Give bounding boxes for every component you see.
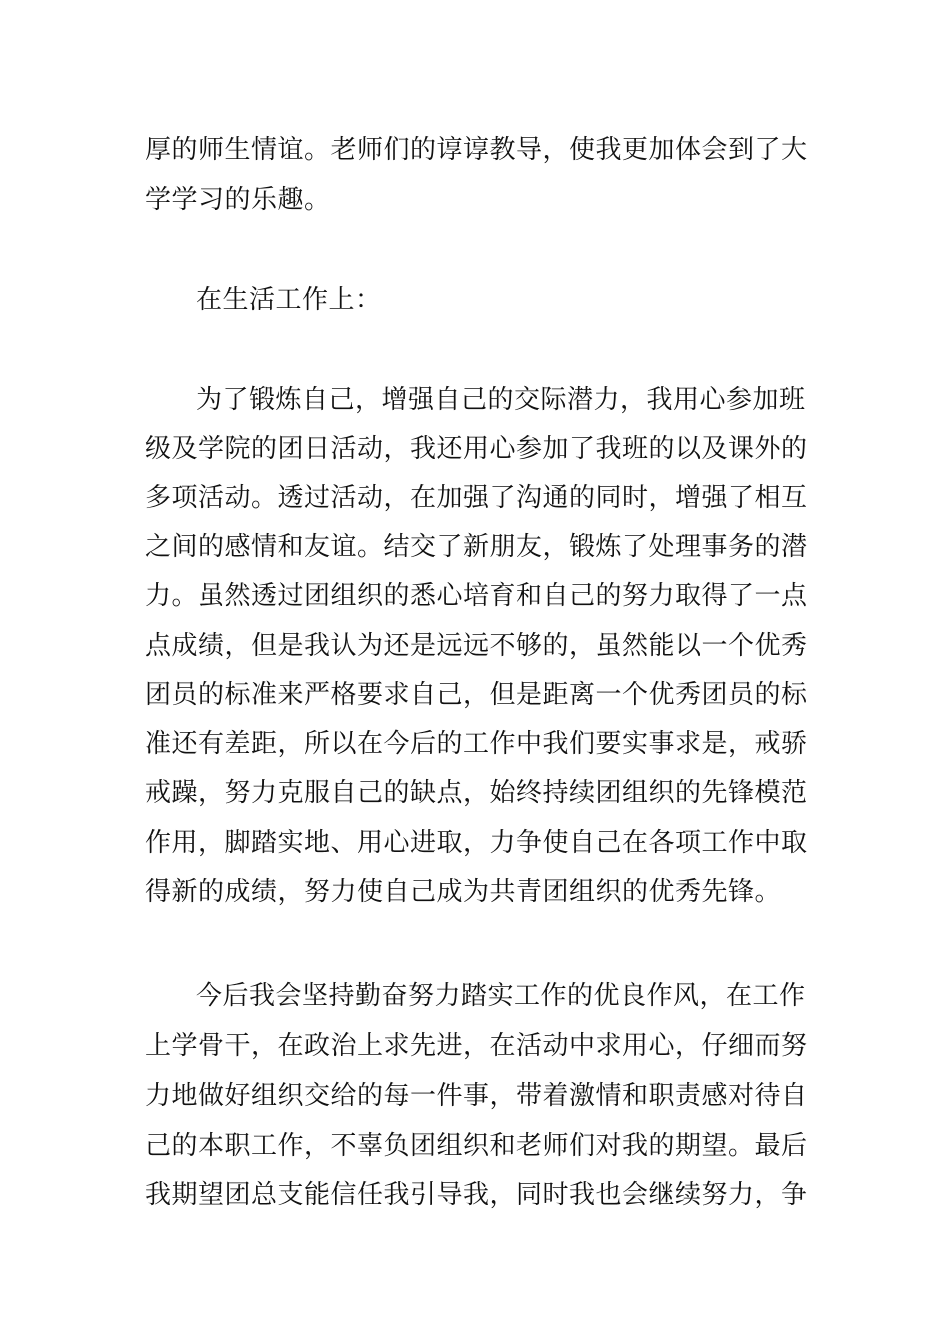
paragraph-3-line-9: 戒躁，努力克服自己的缺点，始终持续团组织的先锋模范: [145, 778, 808, 808]
paragraph-3-line-4: 之间的感情和友谊。结交了新朋友，锻炼了处理事务的潜: [145, 532, 808, 562]
paragraph-3-line-6: 点成绩，但是我认为还是远远不够的，虽然能以一个优秀: [145, 631, 808, 661]
paragraph-3-line-10: 作用，脚踏实地、用心进取，力争使自己在各项工作中取: [145, 828, 808, 858]
paragraph-3-line-1: 为了锻炼自己，增强自己的交际潜力，我用心参加班: [196, 385, 806, 415]
paragraph-1-line-2: 学学习的乐趣。: [145, 185, 331, 215]
paragraph-4-line-2: 上学骨干，在政治上求先进，在活动中求用心，仔细而努: [145, 1031, 808, 1061]
paragraph-3-line-5: 力。虽然透过团组织的悉心培育和自己的努力取得了一点: [145, 581, 808, 611]
paragraph-4-line-1: 今后我会坚持勤奋努力踏实工作的优良作风，在工作: [196, 981, 806, 1011]
paragraph-1-line-1: 厚的师生情谊。老师们的谆谆教导，使我更加体会到了大: [145, 135, 808, 165]
paragraph-3-line-11: 得新的成绩，努力使自己成为共青团组织的优秀先锋。: [145, 877, 782, 907]
paragraph-3-line-2: 级及学院的团日活动，我还用心参加了我班的以及课外的: [145, 434, 808, 464]
paragraph-4-line-4: 己的本职工作，不辜负团组织和老师们对我的期望。最后: [145, 1131, 808, 1161]
paragraph-4-line-5: 我期望团总支能信任我引导我，同时我也会继续努力，争: [145, 1180, 808, 1210]
paragraph-2-line-1: 在生活工作上：: [196, 285, 382, 315]
paragraph-3-line-3: 多项活动。透过活动，在加强了沟通的同时，增强了相互: [145, 483, 808, 513]
paragraph-4-line-3: 力地做好组织交给的每一件事，带着激情和职责感对待自: [145, 1081, 808, 1111]
paragraph-3-line-8: 准还有差距，所以在今后的工作中我们要实事求是，戒骄: [145, 729, 808, 759]
paragraph-3-line-7: 团员的标准来严格要求自己，但是距离一个优秀团员的标: [145, 680, 808, 710]
